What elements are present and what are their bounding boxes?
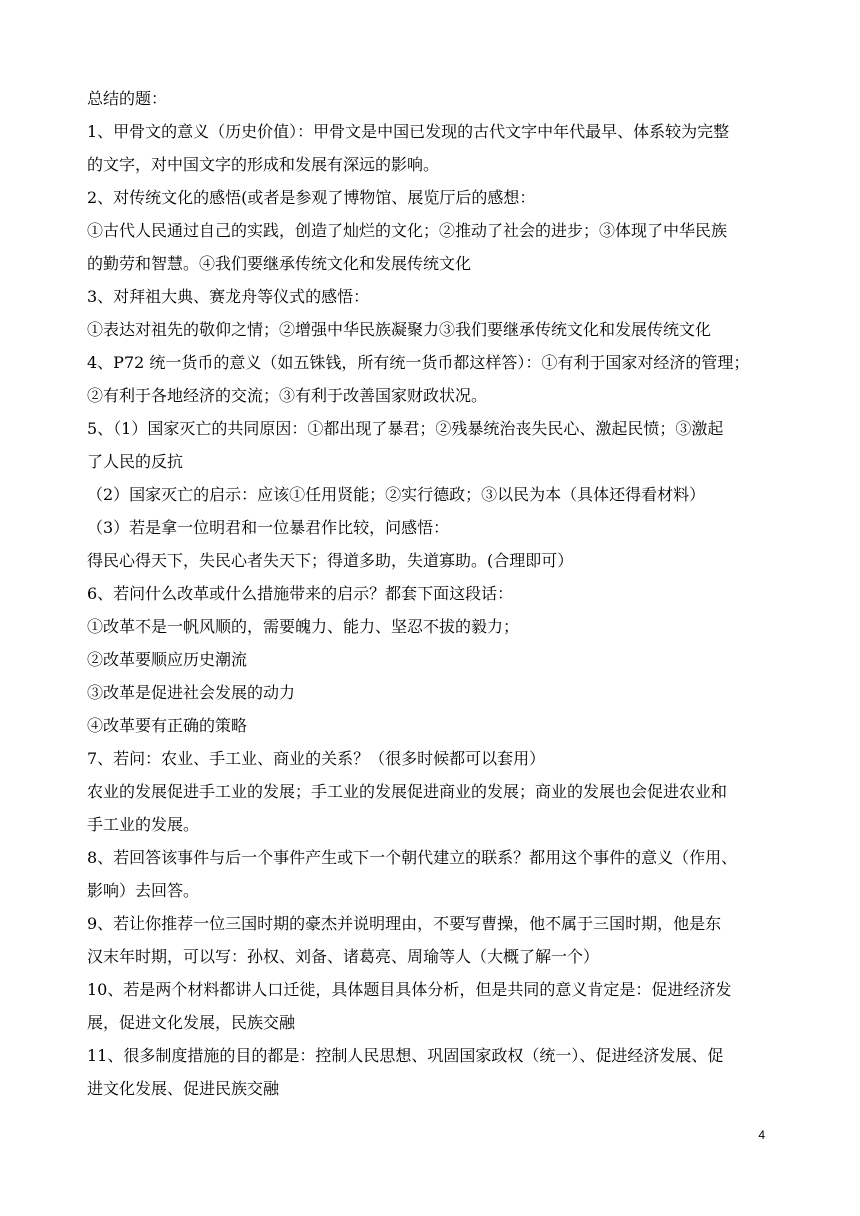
text-line: 8、若回答该事件与后一个事件产生或下一个朝代建立的联系？都用这个事件的意义（作用、 [87,848,738,867]
text-line: 10、若是两个材料都讲人口迁徙，具体题目具体分析，但是共同的意义肯定是：促进经济发 [87,980,732,999]
text-line: 5、（1）国家灭亡的共同原因：①都出现了暴君；②残暴统治丧失民心、激起民愤；③激起 [87,419,724,438]
text-line: （3）若是拿一位明君和一位暴君作比较，问感悟： [87,518,450,537]
text-line: 农业的发展促进手工业的发展；手工业的发展促进商业的发展；商业的发展也会促进农业和 [87,782,728,801]
text-line: ③改革是促进社会发展的动力 [87,683,296,702]
text-line: ①表达对祖先的敬仰之情；②增强中华民族凝聚力③我们要继承传统文化和发展传统文化 [87,320,712,339]
text-line: 2、对传统文化的感悟(或者是参观了博物馆、展览厅后的感想： [87,188,536,207]
text-line: 9、若让你推荐一位三国时期的豪杰并说明理由，不要写曹操，他不属于三国时期，他是东 [87,914,722,933]
text-line: 6、若问什么改革或什么措施带来的启示？都套下面这段话： [87,584,514,603]
text-line: 3、对拜祖大典、赛龙舟等仪式的感悟： [87,287,370,306]
text-line: ④改革要有正确的策略 [87,716,248,735]
text-line: 的勤劳和智慧。④我们要继承传统文化和发展传统文化 [87,254,472,273]
text-line: 11、很多制度措施的目的都是：控制人民思想、巩固国家政权（统一）、促进经济发展、促 [87,1046,724,1065]
text-line: 的文字，对中国文字的形成和发展有深远的影响。 [87,155,440,174]
text-line: 汉末年时期，可以写：孙权、刘备、诸葛亮、周瑜等人（大概了解一个） [87,947,600,966]
text-line: 影响）去回答。 [87,881,200,900]
text-line: ②有利于各地经济的交流；③有利于改善国家财政状况。 [87,386,488,405]
document-body [87,82,777,1105]
text-line: 展，促进文化发展，民族交融 [87,1013,296,1032]
text-line: 总结的题： [87,89,168,108]
text-line: ①改革不是一帆风顺的，需要魄力、能力、坚忍不拔的毅力； [87,617,520,636]
text-line: ①古代人民通过自己的实践，创造了灿烂的文化；②推动了社会的进步；③体现了中华民族 [87,221,728,240]
text-line: 进文化发展、促进民族交融 [87,1079,280,1098]
text-line: ②改革要顺应历史潮流 [87,650,248,669]
page-number: 4 [758,1128,765,1142]
text-line: 4、P72 统一货币的意义（如五铢钱，所有统一货币都这样答）：①有利于国家对经济的管理； [87,353,750,372]
text-line: 7、若问：农业、手工业、商业的关系？（很多时候都可以套用） [87,749,546,768]
text-line: 得民心得天下，失民心者失天下；得道多助，失道寡助。(合理即可） [87,551,574,570]
text-line: （2）国家灭亡的启示：应该①任用贤能；②实行德政；③以民为本（具体还得看材料） [87,485,706,504]
text-line: 1、甲骨文的意义（历史价值）：甲骨文是中国已发现的古代文字中年代最早、体系较为完整 [87,122,730,141]
text-line: 了人民的反抗 [87,452,184,471]
text-line: 手工业的发展。 [87,815,200,834]
